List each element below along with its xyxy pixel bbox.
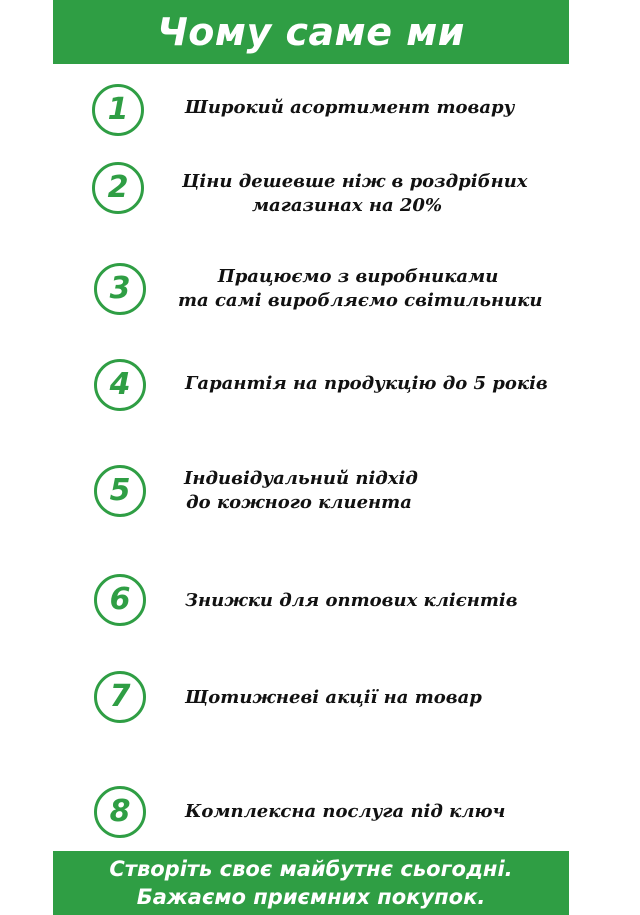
badge-number: 3 [109, 271, 131, 306]
item-line: Гарантія на продукцію до 5 років [185, 373, 548, 394]
item-text [185, 800, 505, 824]
item-line: Працюємо з виробниками [217, 266, 499, 287]
item-line: та самі виробляємо світильники [178, 290, 543, 311]
footer-greeting: Бажаємо приємних покупок. [136, 885, 486, 909]
item-text [185, 686, 482, 710]
badge-number: 4 [109, 367, 131, 402]
item-text [185, 96, 514, 120]
item-text [178, 265, 543, 313]
number-badge [94, 359, 146, 411]
item-line: Ціни дешевше ніж в роздрібних [182, 171, 528, 192]
badge-number: 5 [109, 473, 131, 508]
number-badge [94, 263, 146, 315]
badge-number: 6 [109, 582, 131, 617]
page-title: Чому саме ми [157, 10, 465, 54]
number-badge [94, 786, 146, 838]
number-badge [94, 574, 146, 626]
item-text [185, 372, 548, 396]
item-line: Індивідуальний підхід [184, 468, 418, 489]
number-badge [92, 84, 144, 136]
badge-number: 8 [109, 794, 131, 829]
badge-number: 2 [107, 170, 129, 205]
item-text [185, 589, 518, 613]
number-badge [94, 465, 146, 517]
item-line: магазинах на 20% [251, 195, 443, 216]
badge-number: 1 [107, 92, 129, 127]
item-line: Широкий асортимент товару [185, 97, 515, 118]
footer-slogan: Створіть своє майбутнє сьогодні. [109, 857, 513, 881]
number-badge [92, 162, 144, 214]
item-line: до кожного клиента [186, 492, 412, 513]
item-line: Комплексна послуга під ключ [185, 801, 506, 822]
item-text [184, 467, 418, 515]
number-badge [94, 671, 146, 723]
footer-banner [53, 851, 569, 915]
item-line: Щотижневі акції на товар [185, 687, 482, 708]
item-text [182, 170, 528, 218]
header-banner [53, 0, 569, 64]
badge-number: 7 [109, 679, 131, 714]
item-line: Знижки для оптових клієнтів [185, 590, 518, 611]
